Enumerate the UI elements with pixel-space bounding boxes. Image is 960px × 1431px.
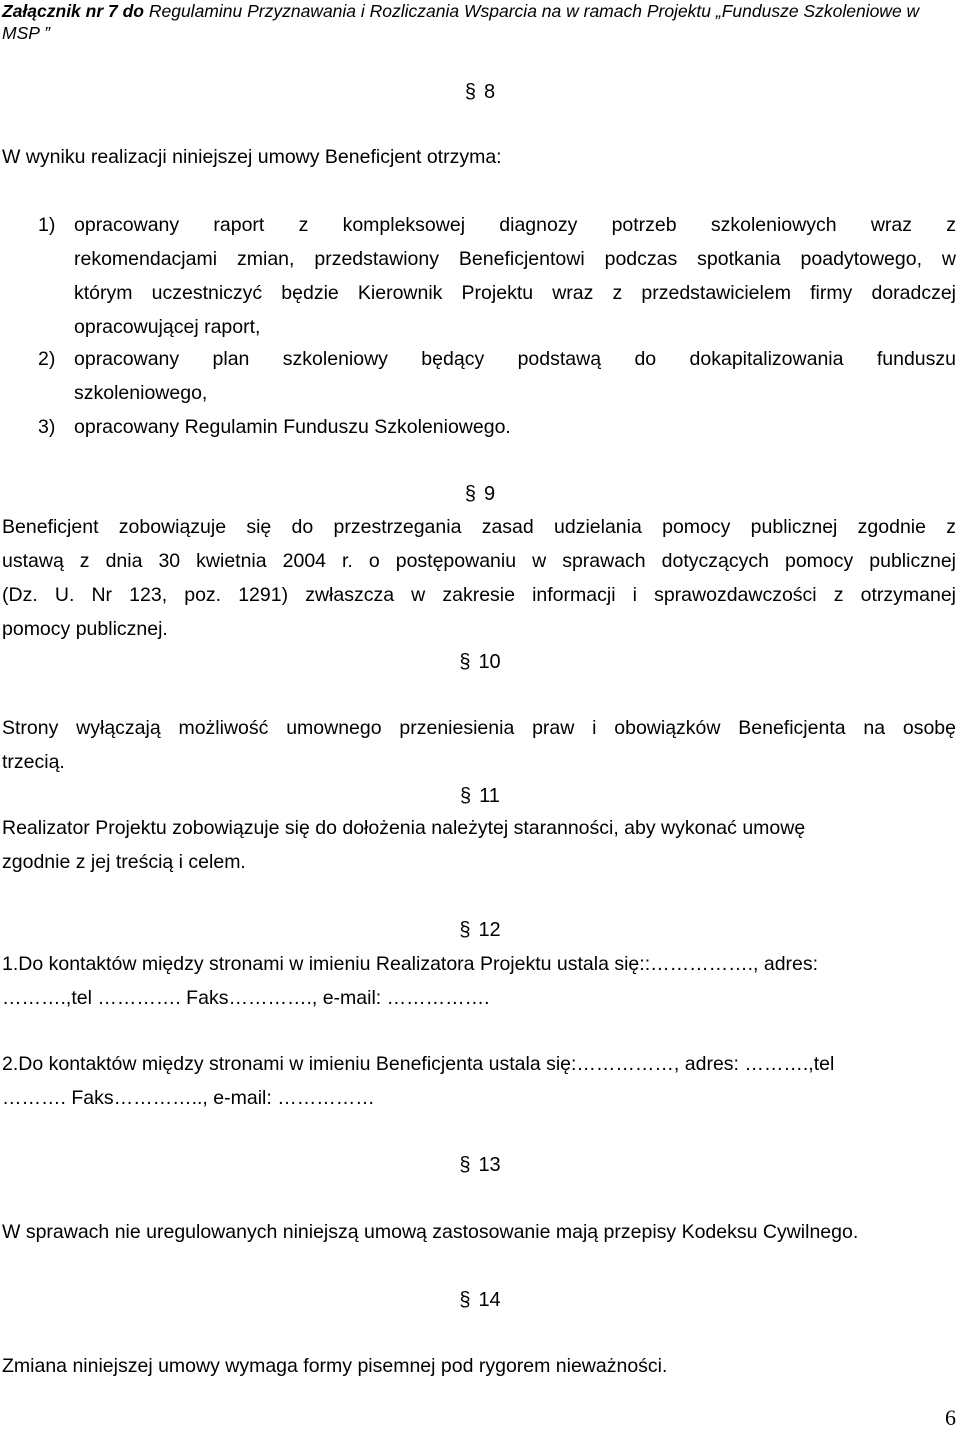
section-number: 13	[478, 1154, 501, 1176]
header-regulation-title: Regulaminu Przyznawania i Rozliczania Wsparcia na w ramach Projektu „Fundusze Szkoleniowe w	[143, 1, 920, 21]
section-number: 9	[484, 483, 496, 505]
section-9-line-1: Beneficjent zobowiązuje się do przestrzegania zasad udzielania pomocy publicznej zgodnie z	[2, 516, 956, 538]
section-11-line-1: Realizator Projektu zobowiązuje się do dołożenia należytej staranności, aby wykonać umowę	[2, 817, 806, 839]
section-14-text: Zmiana niniejszej umowy wymaga formy pisemnej pod rygorem nieważności.	[2, 1355, 668, 1377]
section-11-line-2: zgodnie z jej treścią i celem.	[2, 851, 246, 873]
list-item-2-line-2: szkoleniowego,	[74, 382, 208, 404]
section-number: 10	[478, 651, 501, 673]
section-symbol: §	[459, 1154, 471, 1176]
list-item-1-line-4: opracowującej raport,	[74, 316, 261, 338]
section-symbol: §	[464, 483, 476, 505]
section-10-line-1: Strony wyłączają możliwość umownego przeniesienia praw i obowiązków Beneficjenta na osobę	[2, 717, 956, 739]
header-line-1	[2, 0, 919, 22]
list-item-3-marker: 3)	[38, 416, 56, 438]
section-heading-10	[0, 650, 960, 674]
contact-beneficjent-line-1: 2.Do kontaktów między stronami w imieniu Beneficjenta ustala się:……………, adres: ……….,tel	[2, 1053, 835, 1075]
section-number: 14	[478, 1289, 501, 1311]
section-heading-9	[0, 482, 960, 506]
section-symbol: §	[459, 919, 471, 941]
list-item-1-line-1: opracowany raport z kompleksowej diagnozy potrzeb szkoleniowych wraz z	[74, 214, 956, 236]
section-heading-12	[0, 918, 960, 942]
section-8-intro: W wyniku realizacji niniejszej umowy Beneficjent otrzyma:	[2, 146, 502, 168]
section-heading-14	[0, 1288, 960, 1312]
page-number: 6	[945, 1405, 956, 1430]
section-10-line-2: trzecią.	[2, 751, 65, 773]
section-9-line-3: (Dz. U. Nr 123, poz. 1291) zwłaszcza w zakresie informacji i sprawozdawczości z otrzymanej	[2, 584, 956, 606]
contact-beneficjent-line-2: ………. Faks………….., e-mail: ……………	[2, 1087, 375, 1109]
list-item-1-marker: 1)	[38, 214, 56, 236]
section-symbol: §	[464, 81, 476, 103]
section-heading-8	[0, 80, 960, 104]
contact-realizator-line-1: 1.Do kontaktów między stronami w imieniu Realizatora Projektu ustala się::……………., adres:	[2, 953, 819, 975]
list-item-2-line-1: opracowany plan szkoleniowy będący podstawą do dokapitalizowania funduszu	[74, 348, 956, 370]
section-9-line-4: pomocy publicznej.	[2, 618, 168, 640]
section-symbol: §	[459, 1289, 471, 1311]
section-heading-13	[0, 1153, 960, 1177]
header-line-2: MSP ”	[2, 23, 50, 43]
header-attachment-label: Załącznik nr 7 do	[2, 1, 144, 21]
section-13-text: W sprawach nie uregulowanych niniejszą umową zastosowanie mają przepisy Kodeksu Cywilnego.	[2, 1221, 859, 1243]
section-number: 12	[478, 919, 501, 941]
section-9-line-2: ustawą z dnia 30 kwietnia 2004 r. o postępowaniu w sprawach dotyczących pomocy publicznej	[2, 550, 956, 572]
list-item-2-marker: 2)	[38, 348, 56, 370]
section-heading-11	[0, 784, 960, 808]
section-number: 8	[484, 81, 496, 103]
section-number: 11	[479, 785, 500, 807]
contact-realizator-line-2: ……….,tel …………. Faks…………., e-mail: …………….	[2, 987, 490, 1009]
list-item-1-line-2: rekomendacjami zmian, przedstawiony Beneficjentowi podczas spotkania poadytowego, w	[74, 248, 956, 270]
section-symbol: §	[460, 785, 472, 807]
section-symbol: §	[459, 651, 471, 673]
list-item-1-line-3: którym uczestniczyć będzie Kierownik Projektu wraz z przedstawicielem firmy doradczej	[74, 282, 956, 304]
list-item-3-line-1: opracowany Regulamin Funduszu Szkoleniowego.	[74, 416, 511, 438]
